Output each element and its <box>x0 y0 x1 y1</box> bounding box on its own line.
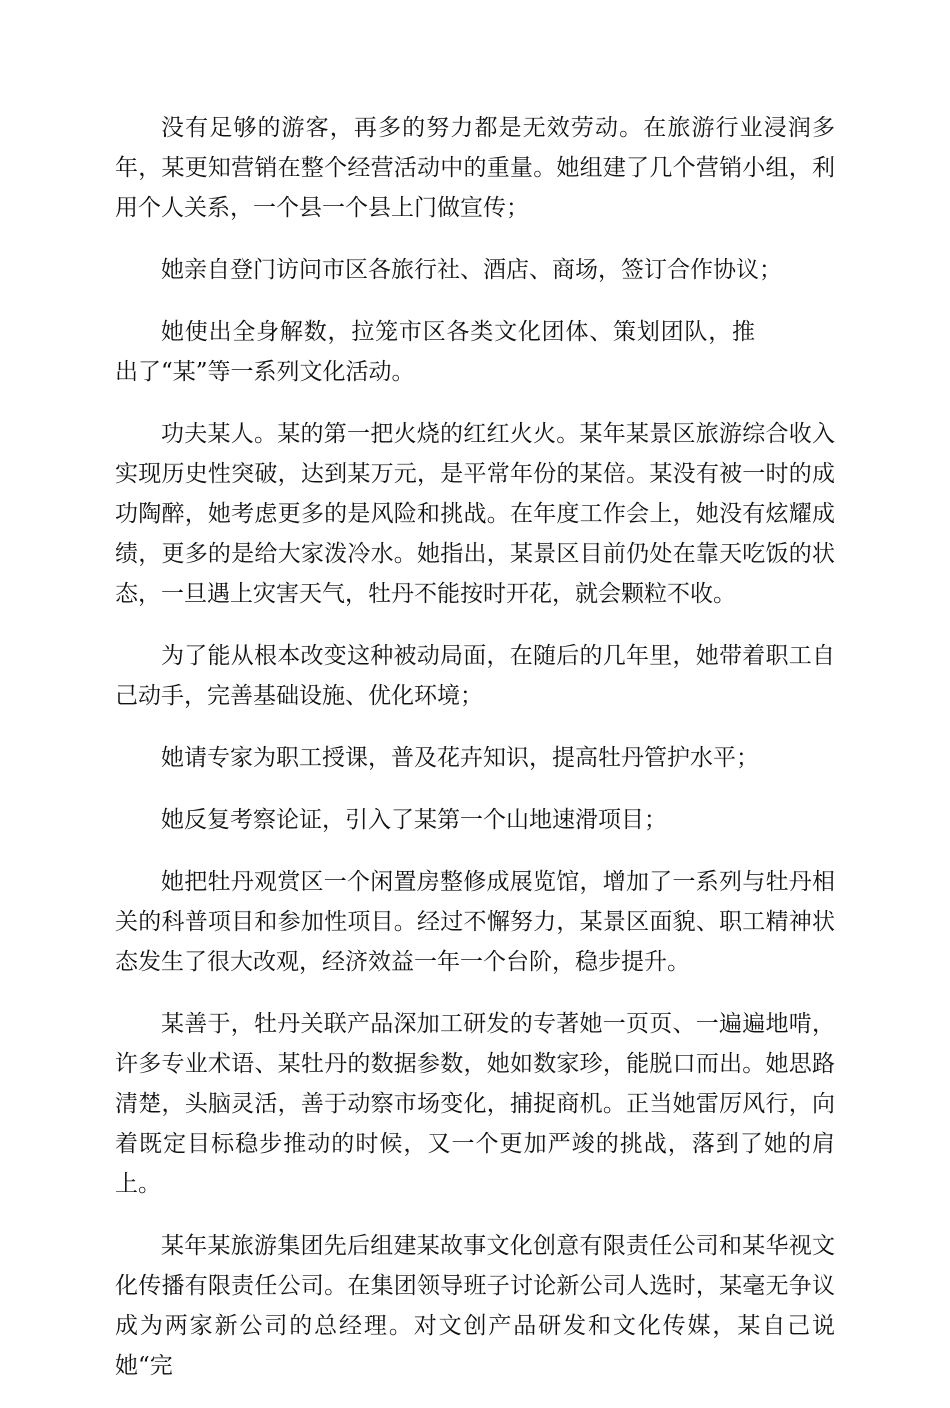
paragraph-6: 她请专家为职工授课，普及花卉知识，提高牡丹管护水平； <box>161 745 759 771</box>
paragraph-4: 功夫某人。某的第一把火烧的红红火火。某年某景区旅游综合收入实现历史性突破，达到某万元，是平常年份的某倍。某没有被一时的成功陶醉，她考虑更多的是风险和挑战。在年度工作会上，她没有炫耀成绩，更多的是给大家泼冷水。她指出，某景区目前仍处在靠天吃饭的状态，一旦遇上灾害天气，牡丹不能按时开花，就会颗粒不收。 <box>115 421 835 607</box>
paragraph-9: 某善于，牡丹关联产品深加工研发的专著她一页页、一遍遍地啃，许多专业术语、某牡丹的数据参数，她如数家珍，能脱口而出。她思路清楚，头脑灵活，善于动察市场变化，捕捉商机。正当她雷厉风行，向着既定目标稳步推动的时候，又一个更加严竣的挑战，落到了她的肩上。 <box>115 1011 835 1197</box>
paragraph-2: 她亲自登门访问市区各旅行社、酒店、商场，签订合作协议； <box>161 257 782 283</box>
document-body <box>115 108 835 1408</box>
paragraph-5: 为了能从根本改变这种被动局面，在随后的几年里，她带着职工自己动手，完善基础设施、优化环境； <box>115 643 835 709</box>
paragraph-10: 某年某旅游集团先后组建某故事文化创意有限责任公司和某华视文化传播有限责任公司。在集团领导班子讨论新公司人选时，某毫无争议成为两家新公司的总经理。对文创产品研发和文化传媒，某自己说她“完 <box>115 1233 835 1379</box>
paragraph-3: 她使出全身解数，拉笼市区各类文化团体、策划团队，推出了“某”等一系列文化活动。 <box>115 319 755 385</box>
paragraph-7: 她反复考察论证，引入了某第一个山地速滑项目； <box>161 807 667 833</box>
paragraph-1: 没有足够的游客，再多的努力都是无效劳动。在旅游行业浸润多年，某更知营销在整个经营活动中的重量。她组建了几个营销小组，利用个人关系，一个县一个县上门做宣传； <box>115 115 835 221</box>
paragraph-8: 她把牡丹观赏区一个闲置房整修成展览馆，增加了一系列与牡丹相关的科普项目和参加性项目。经过不懈努力，某景区面貌、职工精神状态发生了很大改观，经济效益一年一个台阶，稳步提升。 <box>115 869 835 975</box>
